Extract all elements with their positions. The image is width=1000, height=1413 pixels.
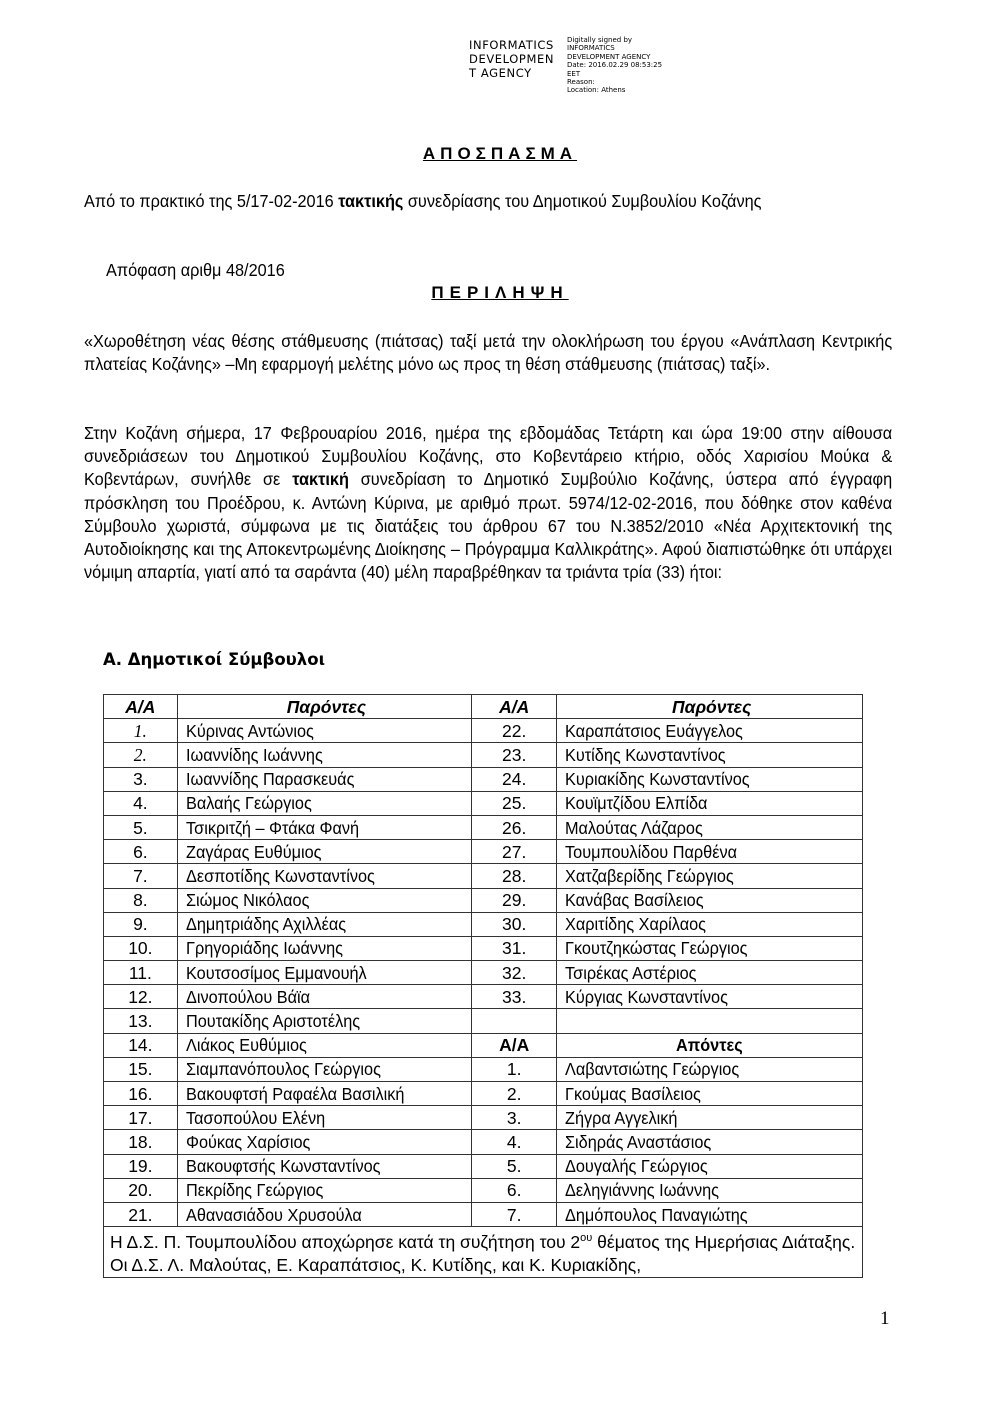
member-number: 24. [472, 767, 557, 791]
table-header-row [104, 695, 863, 719]
present-number: 8. [104, 888, 178, 912]
member-number [472, 1009, 557, 1033]
table-row [104, 1009, 863, 1033]
member-number: 6. [472, 1178, 557, 1202]
present-member-name: Τασοπούλου Ελένη [177, 1106, 471, 1130]
present-member-name: Ζαγάρας Ευθύμιος [177, 840, 471, 864]
intro-paragraph: Από το πρακτικό της 5/17-02-2016 τακτικής συνεδρίασης του Δημοτικού Συμβουλίου Κοζάνης [84, 191, 762, 211]
present-number: 13. [104, 1009, 178, 1033]
present-member-name: Πουτακίδης Αριστοτέλης [177, 1009, 471, 1033]
table-row [104, 1082, 863, 1106]
member-name: Κυτίδης Κωνσταντίνος [557, 743, 863, 767]
present-member-name: Δημητριάδης Αχιλλέας [177, 912, 471, 936]
member-number: 33. [472, 985, 557, 1009]
member-number: 25. [472, 791, 557, 815]
present-number: 20. [104, 1178, 178, 1202]
member-number: 30. [472, 912, 557, 936]
council-members-table [103, 694, 863, 1278]
member-name: Σιδηράς Αναστάσιος [557, 1130, 863, 1154]
member-number: 28. [472, 864, 557, 888]
header-absent: Απόντες [557, 1033, 863, 1057]
member-name: Δουγαλής Γεώργιος [557, 1154, 863, 1178]
member-number: 3. [472, 1106, 557, 1130]
present-number: 2. [104, 743, 178, 767]
header-present: Παρόντες [557, 695, 863, 719]
signer-name: INFORMATICS DEVELOPMEN T AGENCY [469, 38, 555, 80]
member-name: Κουϊμτζίδου Ελπίδα [557, 791, 863, 815]
present-number: 18. [104, 1130, 178, 1154]
member-name: Δεληγιάννης Ιωάννης [557, 1178, 863, 1202]
table-row [104, 1202, 863, 1226]
present-number: 21. [104, 1202, 178, 1226]
table-row [104, 864, 863, 888]
table-row [104, 743, 863, 767]
present-number: 15. [104, 1057, 178, 1081]
summary-heading: ΠΕΡΙΛΗΨΗ [431, 283, 569, 302]
table-row [104, 912, 863, 936]
member-name: Γκούμας Βασίλειος [557, 1082, 863, 1106]
present-number: 16. [104, 1082, 178, 1106]
page-number: 1 [880, 1308, 890, 1329]
present-member-name: Ιωαννίδης Ιωάννης [177, 743, 471, 767]
present-member-name: Δεσποτίδης Κωνσταντίνος [177, 864, 471, 888]
present-number: 7. [104, 864, 178, 888]
table-row [104, 1178, 863, 1202]
departure-note: Η Δ.Σ. Π. Τουμπουλίδου αποχώρησε κατά τη συζήτηση του $2^{o\upsilon}$ θέματος της Ημερήσιας Διάταξης. Οι Δ.Σ. Λ. Μαλούτας, Ε. Καραπάτσιος, Κ. Κυτίδης, και Κ. Κυριακίδης, [104, 1227, 863, 1278]
table-row [104, 936, 863, 960]
member-name: Λαβαντσιώτης Γεώργιος [557, 1057, 863, 1081]
table-row [104, 888, 863, 912]
table-row [104, 1033, 863, 1057]
member-name: Καραπάτσιος Ευάγγελος [557, 719, 863, 743]
present-member-name: Σιαμπανόπουλος Γεώργιος [177, 1057, 471, 1081]
present-number: 9. [104, 912, 178, 936]
table-row [104, 791, 863, 815]
member-name: Χατζαβερίδης Γεώργιος [557, 864, 863, 888]
member-number: 26. [472, 815, 557, 839]
member-name: Γκουτζηκώστας Γεώργιος [557, 936, 863, 960]
present-member-name: Ιωαννίδης Παρασκευάς [177, 767, 471, 791]
present-number: 10. [104, 936, 178, 960]
present-member-name: Δινοπούλου Βάϊα [177, 985, 471, 1009]
digital-signature [469, 38, 662, 95]
table-row [104, 719, 863, 743]
table-row [104, 961, 863, 985]
note-row [104, 1227, 863, 1278]
member-number: 4. [472, 1130, 557, 1154]
present-number: 12. [104, 985, 178, 1009]
present-member-name: Σιώμος Νικόλαος [177, 888, 471, 912]
member-number: 22. [472, 719, 557, 743]
signature-details: Digitally signed by INFORMATICS DEVELOPMENT AGENCY Date: 2016.02.29 08:53:25 EET Reason: Location: Athens [567, 36, 663, 95]
table-row [104, 1106, 863, 1130]
table-row [104, 1130, 863, 1154]
present-member-name: Λιάκος Ευθύμιος [177, 1033, 471, 1057]
header-num: Α/Α [472, 695, 557, 719]
present-number: 3. [104, 767, 178, 791]
member-number: 2. [472, 1082, 557, 1106]
member-name: Χαριτίδης Χαρίλαος [557, 912, 863, 936]
member-name: Κυριακίδης Κωνσταντίνος [557, 767, 863, 791]
present-member-name: Γρηγοριάδης Ιωάννης [177, 936, 471, 960]
summary-text: «Χωροθέτηση νέας θέσης στάθμευσης (πιάτσας) ταξί μετά την ολοκλήρωση του έργου «Ανάπλαση Κεντρικής πλατείας Κοζάνης» –Μη εφαρμογή μελέτης μόνο ως προς τη θέση στάθμευσης (πιάτσας) ταξί». [84, 331, 893, 375]
table-row [104, 1057, 863, 1081]
present-number: 5. [104, 815, 178, 839]
document-title: ΑΠΟΣΠΑΣΜΑ [422, 144, 578, 163]
member-number: 1. [472, 1057, 557, 1081]
member-number: 27. [472, 840, 557, 864]
present-member-name: Φούκας Χαρίσιος [177, 1130, 471, 1154]
member-number: 31. [472, 936, 557, 960]
header-num: Α/Α [472, 1033, 557, 1057]
present-member-name: Αθανασιάδου Χρυσούλα [177, 1202, 471, 1226]
header-present: Παρόντες [177, 695, 471, 719]
present-number: 17. [104, 1106, 178, 1130]
member-number: 23. [472, 743, 557, 767]
member-name: Τουμπουλίδου Παρθένα [557, 840, 863, 864]
present-member-name: Βακουφτσή Ραφαέλα Βασιλική [177, 1082, 471, 1106]
member-name: Ζήγρα Αγγελική [557, 1106, 863, 1130]
section-heading: Α. Δημοτικοί Σύμβουλοι [103, 650, 326, 669]
member-name [557, 1009, 863, 1033]
member-name: Τσιρέκας Αστέριος [557, 961, 863, 985]
present-member-name: Πεκρίδης Γεώργιος [177, 1178, 471, 1202]
table-row [104, 840, 863, 864]
table-row [104, 767, 863, 791]
present-number: 11. [104, 961, 178, 985]
present-number: 6. [104, 840, 178, 864]
table-row [104, 815, 863, 839]
member-name: Δημόπουλος Παναγιώτης [557, 1202, 863, 1226]
member-number: 5. [472, 1154, 557, 1178]
present-number: 14. [104, 1033, 178, 1057]
present-number: 1. [104, 719, 178, 743]
member-name: Μαλούτας Λάζαρος [557, 815, 863, 839]
table-row [104, 985, 863, 1009]
present-number: 4. [104, 791, 178, 815]
present-member-name: Κουτσοσίμος Εμμανουήλ [177, 961, 471, 985]
present-member-name: Βακουφτσής Κωνσταντίνος [177, 1154, 471, 1178]
present-member-name: Τσικριτζή – Φτάκα Φανή [177, 815, 471, 839]
present-number: 19. [104, 1154, 178, 1178]
present-member-name: Κύρινας Αντώνιος [177, 719, 471, 743]
member-number: 29. [472, 888, 557, 912]
member-number: 7. [472, 1202, 557, 1226]
member-number: 32. [472, 961, 557, 985]
member-name: Κύργιας Κωνσταντίνος [557, 985, 863, 1009]
decision-number: Απόφαση αριθμ 48/2016 [106, 260, 285, 280]
table-row [104, 1154, 863, 1178]
present-member-name: Βαλαής Γεώργιος [177, 791, 471, 815]
meeting-type: τακτικής [338, 191, 404, 211]
body-paragraph: Στην Κοζάνη σήμερα, 17 Φεβρουαρίου 2016, ημέρα της εβδομάδας Τετάρτη και ώρα 19:00 στην αίθουσα συνεδριάσεων του Δημοτικού Συμβουλίου Κοζάνης, στο Κοβεντάρειο κτήριο, οδός Χαρισίου Μούκα & Κοβεντάρων, συνήλθε σε τακτική συνεδρίαση το Δημοτικό Συμβούλιο Κοζάνης, ύστερα από έγγραφη πρόσκληση του Προέδρου, κ. Αντώνη Κύρινα, με αριθμό πρωτ. 5974/12-02-2016, που δόθηκε στον καθένα Σύμβουλο χωριστά, σύμφωνα με τις διατάξεις του άρθρου 67 του Ν.3852/2010 «Νέα Αρχιτεκτονική της Αυτοδιοίκησης και της Αποκεντρωμένης Διοίκησης – Πρόγραμμα Καλλικράτης». Αφού διαπιστώθηκε ότι υπάρχει νόμιμη απαρτία, γιατί από τα σαράντα (40) μέλη παραβρέθηκαν τα τριάντα τρία (33) ήτοι: [84, 423, 893, 583]
header-num: Α/Α [104, 695, 178, 719]
member-name: Κανάβας Βασίλειος [557, 888, 863, 912]
